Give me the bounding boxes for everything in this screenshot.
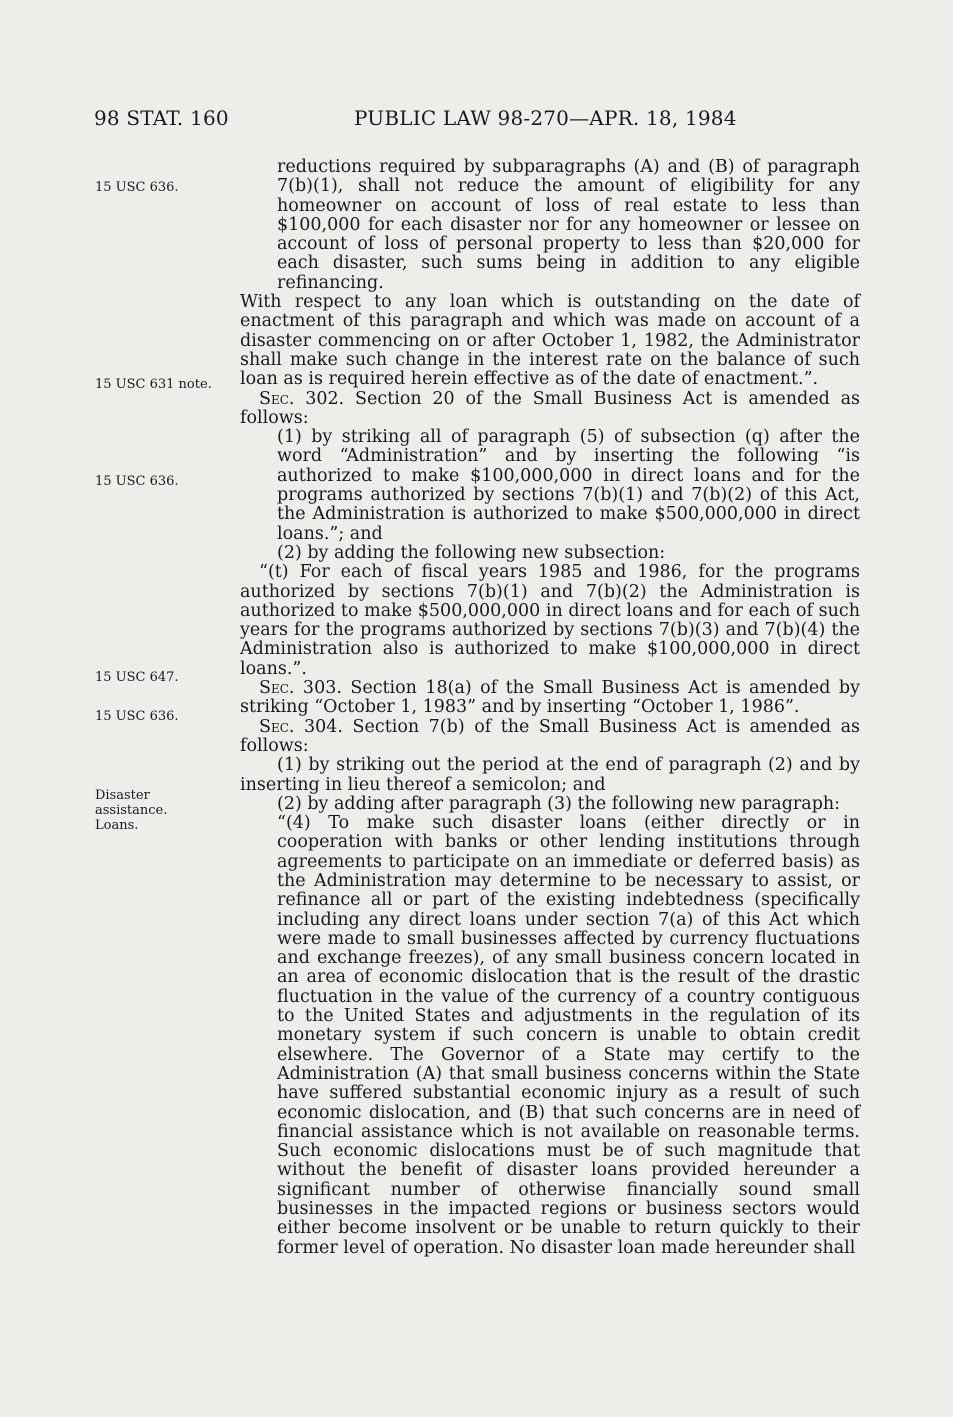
subsection-t: “(t) For each of fiscal years 1985 and 1986, for the programs authorized by sections 7(b)(1) and 7(b)(2) the Administration is authorized to make $500,000,000 in direct loans and for each of such years for the programs authorized by sections 7(b)(3) and 7(b)(4) the Administration also is authorized to make $100,000,000 in direct loans.”. — [240, 562, 860, 679]
section-label: Sec. 304. — [259, 716, 343, 737]
section-304 — [240, 718, 860, 757]
margin-note-topic: Disaster — [95, 788, 150, 803]
margin-note-topic: assistance. — [95, 803, 168, 818]
clause-302-2: (2) by adding the following new subsection: — [277, 542, 666, 563]
margin-note-usc: 15 USC 647. — [95, 670, 179, 685]
margin-note-usc: 15 USC 636. — [95, 180, 179, 195]
clause-304-2: (2) by adding after paragraph (3) the following new paragraph: — [277, 793, 841, 814]
page-header-title: PUBLIC LAW 98-270—APR. 18, 1984 — [354, 106, 737, 130]
margin-note-usc: 15 USC 631 note. — [95, 377, 212, 392]
paragraph-continuation: reductions required by subparagraphs (A) and (B) of paragraph 7(b)(1), shall not reduce the amount of eligibility for any homeowner on account of loss of real estate to less than $100,000 for each disaster nor for any homeowner or lessee on account of loss of personal property to less than $20,000 for each disaster, such sums being in addition to any eligible refinancing. — [277, 157, 860, 293]
statute-body — [240, 158, 860, 1258]
section-label: Sec. 303. — [259, 678, 342, 699]
margin-note-usc: 15 USC 636. — [95, 709, 179, 724]
clause-302-1: (1) by striking all of paragraph (5) of subsection (q) after the word “Administration” and by inserting the following “is authorized to make $100,000,000 in direct loans and for the programs authorized by sections 7(b)(1) and 7(b)(2) of this Act, the Administration is authorized to make $500,000,000 in direct loans.”; and — [277, 427, 860, 544]
section-label: Sec. 302. — [259, 388, 345, 409]
clause-304-1: (1) by striking out the period at the end of paragraph (2) and by inserting in lieu thereof a semicolon; and — [240, 755, 860, 795]
statute-page-number: 98 STAT. 160 — [94, 106, 229, 130]
section-302 — [240, 390, 860, 429]
margin-note-topic: Loans. — [95, 818, 139, 833]
margin-note-usc: 15 USC 636. — [95, 474, 179, 489]
section-text: Section 18(a) of the Small Business Act is amended by striking “October 1, 1983” and by inserting “October 1, 1986”. — [240, 678, 860, 718]
paragraph-4: “(4) To make such disaster loans (either directly or in cooperation with banks or other lending institutions through agreements to participate on an immediate or deferred basis) as the Administration may determine to be necessary to assist, or refinance all or part of the existing indebtedness (specifically including any direct loans under section 7(a) of this Act which were made to small businesses affected by currency fluctuations and exchange freezes), of any small business concern located in an area of economic dislocation that is the result of the drastic fluctuation in the value of the currency of a country contiguous to the United States and adjustments in the regulation of its monetary system if such concern is unable to obtain credit elsewhere. The Governor of a State may certify to the Administration (A) that small business concerns within the State have suffered substantial economic injury as a result of such economic dislocation, and (B) that such concerns are in need of financial assistance which is not available on reasonable terms. Such economic dislocations must be of such magnitude that without the benefit of disaster loans provided hereunder a significant number of otherwise financially sound small businesses in the impacted regions or business sectors would either become insolvent or be unable to return quickly to their former level of operation. No disaster loan made hereunder shall — [277, 813, 860, 1258]
section-303 — [240, 679, 860, 718]
paragraph: With respect to any loan which is outstanding on the date of enactment of this paragraph and which was made on account of a disaster commencing on or after October 1, 1982, the Administrator shall make such change in the interest rate on the balance of such loan as is required herein effective as of the date of enactment.”. — [240, 292, 860, 390]
section-text: Section 7(b) of the Small Business Act is amended as follows: — [240, 716, 860, 756]
section-text: Section 20 of the Small Business Act is amended as follows: — [240, 388, 860, 428]
